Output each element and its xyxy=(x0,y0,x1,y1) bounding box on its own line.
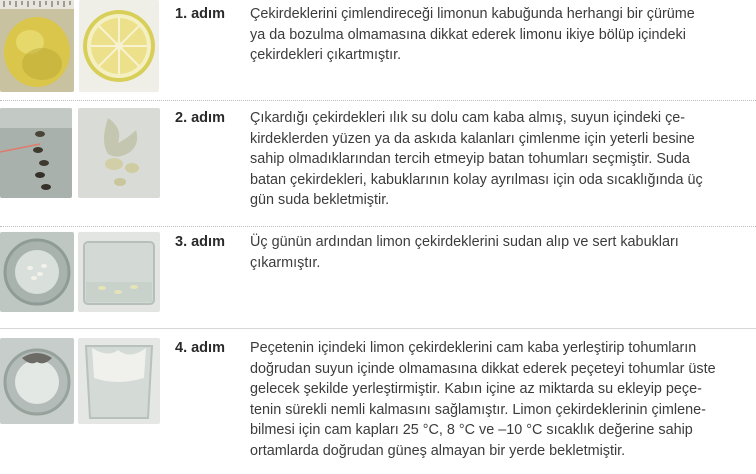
separator xyxy=(0,328,756,329)
whole-lemon-photo xyxy=(0,0,74,92)
step-2-text xyxy=(250,108,753,211)
text-line: gelecek şekilde yerleştirmiştir. Kabın içine az miktarda su ekleyip peçe- xyxy=(250,381,702,397)
step-3 xyxy=(0,232,756,322)
text-line: gün suda bekletmiştir. xyxy=(250,192,390,208)
step-4-label: 4. adım xyxy=(175,340,225,356)
step-4-text xyxy=(250,338,753,461)
text-line: bilmesi için cam kapları 25 °C, 8 °C ve –10 °C sıcaklık değerine sahip xyxy=(250,422,693,438)
step-1-text xyxy=(250,4,753,66)
text-line: ortamlarda doğrudan güneş almayan bir yerde bekletmiştir. xyxy=(250,442,626,459)
halved-lemon-photo xyxy=(79,0,159,92)
text-line: Çekirdeklerini çimlendireceği limonun kabuğunda herhangi bir çürüme xyxy=(250,6,695,22)
glass-jar-photo xyxy=(78,232,160,312)
seeds-in-water-photo xyxy=(0,108,72,198)
text-line: çekirdekleri çıkartmıştır. xyxy=(250,47,402,63)
text-line: Çıkardığı çekirdekleri ılık su dolu cam kaba almış, suyun içindeki çe- xyxy=(250,110,686,126)
text-line: tenin sürekli nemli kalmasını sağlamıştır. Limon çekirdeklerinin çimlene- xyxy=(250,401,706,418)
glass-with-napkin-top-photo xyxy=(0,338,74,424)
text-line: sahip olmadıklarından tercih etmeyip batan tohumları seçmiştir. Suda xyxy=(250,151,690,167)
text-line: batan çekirdekleri, kabuklarının kolay ayrılması için oda sıcaklığında üç xyxy=(250,171,703,188)
step-4 xyxy=(0,338,756,474)
glass-with-napkin-side-photo xyxy=(78,338,160,424)
text-line: Üç günün ardından limon çekirdeklerini sudan alıp ve sert kabukları xyxy=(250,234,679,250)
step-1-label: 1. adım xyxy=(175,6,225,22)
text-line: ya da bozulma olmamasına dikkat ederek limonu ikiye bölüp içindeki xyxy=(250,26,686,43)
separator xyxy=(0,226,756,227)
text-line: kirdeklerden yüzen ya da askıda kalanları çimlenme için yeterli besine xyxy=(250,130,695,147)
step-2-label: 2. adım xyxy=(175,110,225,126)
step-1 xyxy=(0,0,756,100)
text-line: çıkarmıştır. xyxy=(250,254,321,271)
text-line: doğrudan suyun içinde olmamasına dikkat ederek peçeteyi tohumlar üste xyxy=(250,360,716,377)
step-3-label: 3. adım xyxy=(175,234,225,250)
glass-bowl-top-photo xyxy=(0,232,74,312)
separator xyxy=(0,100,756,101)
text-line: Peçetenin içindeki limon çekirdeklerini cam kaba yerleştirip tohumların xyxy=(250,340,697,356)
peeled-seeds-photo xyxy=(78,108,160,198)
step-3-text xyxy=(250,232,753,273)
step-2 xyxy=(0,108,756,226)
